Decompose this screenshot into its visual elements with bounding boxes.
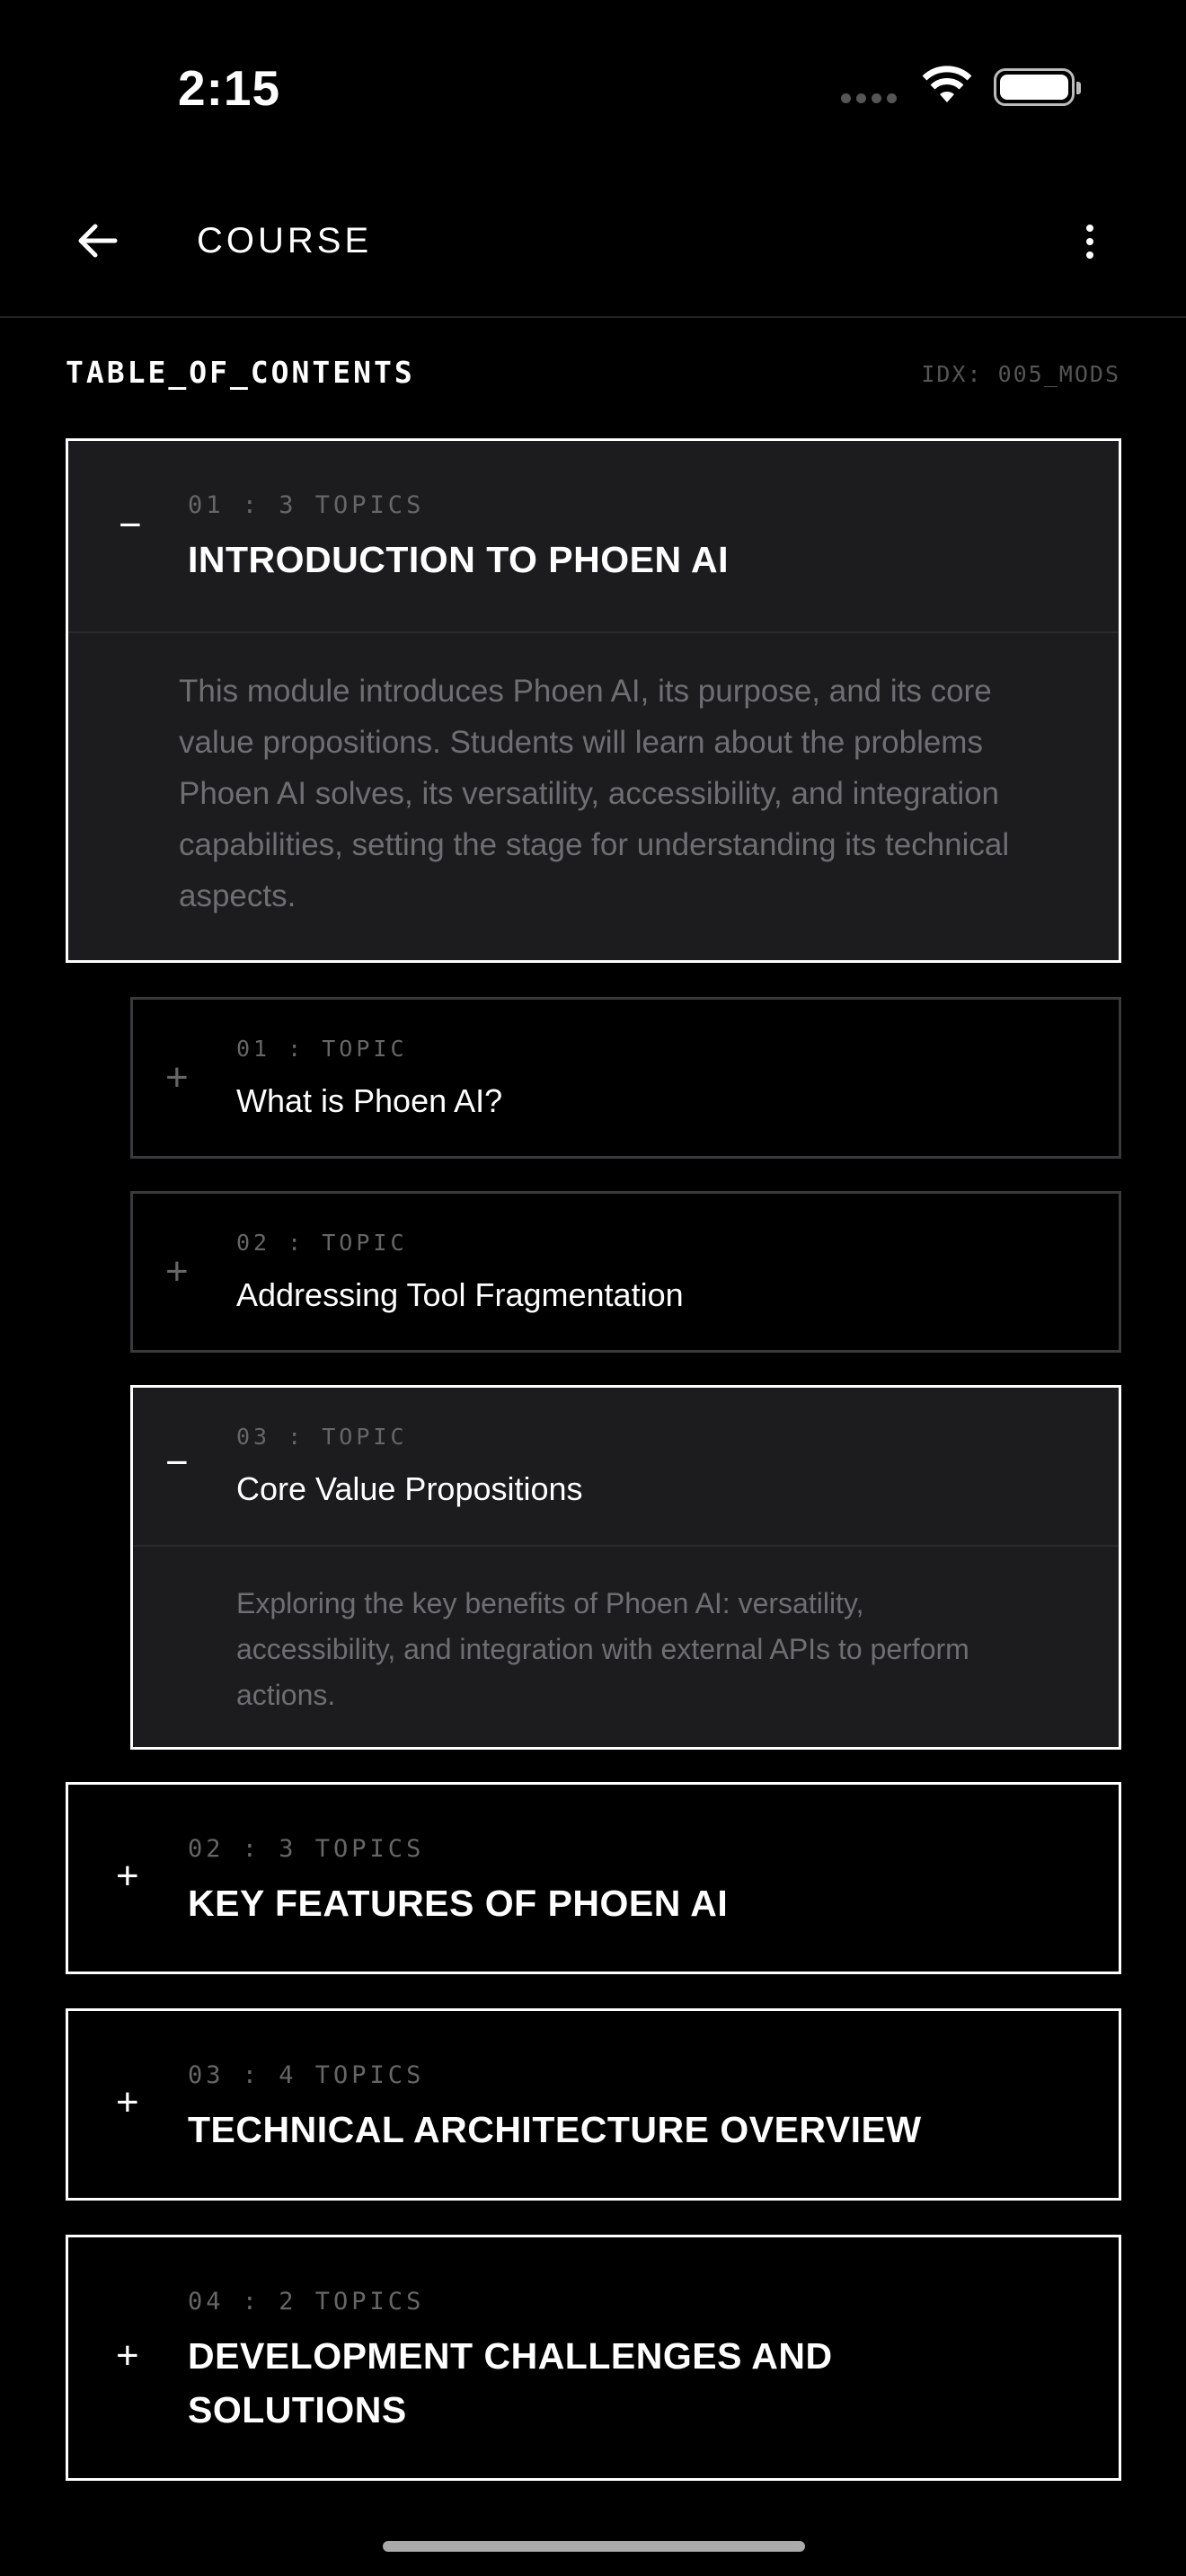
module-label: 02 : 3 TOPICS bbox=[188, 1835, 425, 1863]
module-title: DEVELOPMENT CHALLENGES AND SOLUTIONS bbox=[188, 2335, 833, 2430]
header-divider bbox=[0, 316, 1186, 318]
battery-icon bbox=[994, 68, 1075, 106]
back-arrow-icon[interactable] bbox=[75, 219, 119, 262]
collapse-icon: − bbox=[119, 503, 142, 547]
topic-title: Addressing Tool Fragmentation bbox=[236, 1276, 684, 1313]
module-1-header[interactable] bbox=[68, 441, 1119, 631]
topic-3-header[interactable] bbox=[133, 1388, 1119, 1545]
page-title: COURSE bbox=[197, 221, 373, 260]
collapse-icon: − bbox=[165, 1441, 189, 1485]
expand-icon: + bbox=[116, 1854, 139, 1898]
expand-icon: + bbox=[116, 2080, 139, 2124]
expand-icon: + bbox=[165, 1055, 189, 1099]
module-label: 01 : 3 TOPICS bbox=[188, 491, 425, 519]
module-label: 03 : 4 TOPICS bbox=[188, 2061, 425, 2089]
expand-icon: + bbox=[165, 1249, 189, 1293]
module-4[interactable] bbox=[66, 2235, 1121, 2481]
module-3[interactable] bbox=[66, 2008, 1121, 2201]
home-indicator[interactable] bbox=[383, 2541, 805, 2552]
module-1 bbox=[66, 438, 1121, 963]
module-index: IDX: 005_MODS bbox=[921, 361, 1120, 387]
topic-2[interactable] bbox=[130, 1191, 1121, 1353]
toc-heading: TABLE_OF_CONTENTS bbox=[66, 355, 415, 390]
topic-label: 01 : TOPIC bbox=[236, 1036, 408, 1062]
topic-title: Core Value Propositions bbox=[236, 1470, 583, 1507]
module-title: TECHNICAL ARCHITECTURE OVERVIEW bbox=[188, 2109, 922, 2150]
status-time: 2:15 bbox=[178, 60, 281, 116]
module-description: This module introduces Phoen AI, its purpose, and its core value propositions. Students will learn about the problems Phoen AI solves, its versatility, accessibility, and integration capabilities, setting the stage for understanding its technical aspects. bbox=[179, 674, 1010, 913]
module-label: 04 : 2 TOPICS bbox=[188, 2288, 425, 2316]
wifi-icon bbox=[920, 65, 974, 104]
module-2[interactable] bbox=[66, 1782, 1121, 1974]
topic-label: 02 : TOPIC bbox=[236, 1230, 408, 1256]
module-title: INTRODUCTION TO PHOEN AI bbox=[188, 539, 729, 580]
module-title: KEY FEATURES OF PHOEN AI bbox=[188, 1883, 729, 1924]
topic-1[interactable] bbox=[130, 997, 1121, 1159]
topic-3 bbox=[130, 1385, 1121, 1750]
signal-icon bbox=[841, 93, 897, 103]
topic-title: What is Phoen AI? bbox=[236, 1082, 503, 1119]
more-options-icon[interactable] bbox=[1076, 221, 1103, 262]
topic-description: Exploring the key benefits of Phoen AI: versatility, accessibility, and integration with external APIs to perform actions. bbox=[236, 1587, 969, 1711]
topic-label: 03 : TOPIC bbox=[236, 1424, 408, 1450]
expand-icon: + bbox=[116, 2333, 139, 2378]
